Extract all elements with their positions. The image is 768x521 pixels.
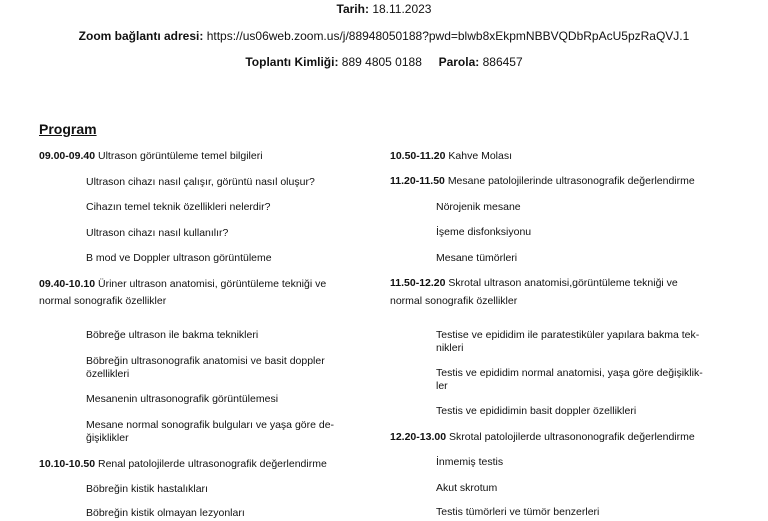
list-item: Ultrason cihazı nasıl çalışır, görüntü nasıl oluşur? <box>86 176 315 188</box>
session-title-cont: normal sonografik özellikler <box>390 295 518 307</box>
meeting-id-label: Toplantı Kimliği: <box>245 55 339 69</box>
list-item: Cihazın temel teknik özellikleri nelerdir? <box>86 201 271 213</box>
date-line <box>0 2 768 16</box>
session-title: Skrotal ultrason anatomisi,görüntüleme tekniği ve <box>448 277 678 289</box>
session-time: 11.50-12.20 <box>390 277 446 289</box>
session-time: 09.40-10.10 <box>39 278 96 290</box>
zoom-label: Zoom bağlantı adresi: <box>78 29 204 43</box>
password-label: Parola: <box>438 55 480 69</box>
session-heading <box>390 431 695 445</box>
date-label: Tarih: <box>336 2 369 16</box>
session-title: Skrotal patolojilerde ultrasononografik değerlendirme <box>448 431 695 443</box>
session-time: 12.20-13.00 <box>390 431 447 443</box>
list-item: Mesane tümörleri <box>436 252 518 264</box>
session-time: 11.20-11.50 <box>390 175 445 187</box>
session-title-cont: normal sonografik özellikler <box>39 295 167 307</box>
list-item: Testis ve epididimin basit doppler özellikleri <box>436 405 637 417</box>
session-heading <box>39 278 326 292</box>
list-item-cont: özellikleri <box>86 368 130 380</box>
list-item: Böbreğe ultrason ile bakma teknikleri <box>86 329 259 341</box>
list-item: Böbreğin kistik hastalıkları <box>86 483 208 495</box>
list-item: Testis tümörleri ve tümör benzerleri <box>436 506 600 518</box>
session-time: 10.50-11.20 <box>390 150 446 162</box>
password-value: 886457 <box>482 55 523 69</box>
zoom-url[interactable]: https://us06web.zoom.us/j/88948050188?pwd=blwb8xEkpmNBBVQDbRpAcU5pzRaQVJ.1 <box>206 29 690 43</box>
session-heading <box>390 277 678 291</box>
list-item: Ultrason cihazı nasıl kullanılır? <box>86 227 229 239</box>
list-item: Testis ve epididim normal anatomisi, yaşa göre değişiklik- <box>436 367 703 379</box>
session-heading <box>390 175 695 189</box>
meeting-line <box>0 55 768 69</box>
list-item: Böbreğin ultrasonografik anatomisi ve basit doppler <box>86 355 325 367</box>
list-item: İnmemiş testis <box>436 456 504 468</box>
session-heading <box>39 458 327 472</box>
list-item-cont: ğişiklikler <box>86 432 129 444</box>
session-title: Mesane patolojilerinde ultrasonografik değerlendirme <box>447 175 695 187</box>
list-item-cont: ler <box>436 380 448 392</box>
session-time: 09.00-09.40 <box>39 150 96 162</box>
session-heading <box>39 150 263 164</box>
list-item: Böbreğin kistik olmayan lezyonları <box>86 507 245 519</box>
session-heading <box>390 150 512 164</box>
zoom-line <box>0 29 768 43</box>
session-title: Ultrason görüntüleme temel bilgileri <box>97 150 263 162</box>
session-time: 10.10-10.50 <box>39 458 96 470</box>
list-item: İşeme disfonksiyonu <box>436 226 532 238</box>
list-item: Akut skrotum <box>436 482 498 494</box>
date-value: 18.11.2023 <box>372 2 432 16</box>
list-item: Nörojenik mesane <box>436 201 521 213</box>
meeting-id-value: 889 4805 0188 <box>341 55 422 69</box>
list-item: Mesanenin ultrasonografik görüntülemesi <box>86 393 279 405</box>
list-item: Testise ve epididim ile paratestiküler yapılara bakma tek- <box>436 329 700 341</box>
list-item: B mod ve Doppler ultrason görüntüleme <box>86 252 272 264</box>
session-title: Kahve Molası <box>448 150 513 162</box>
list-item: Mesane normal sonografik bulguları ve yaşa göre de- <box>86 419 335 431</box>
program-title: Program <box>39 121 97 137</box>
session-title: Üriner ultrason anatomisi, görüntüleme tekniği ve <box>97 278 327 290</box>
session-title: Renal patolojilerde ultrasonografik değerlendirme <box>97 458 327 470</box>
list-item-cont: nikleri <box>436 342 464 354</box>
